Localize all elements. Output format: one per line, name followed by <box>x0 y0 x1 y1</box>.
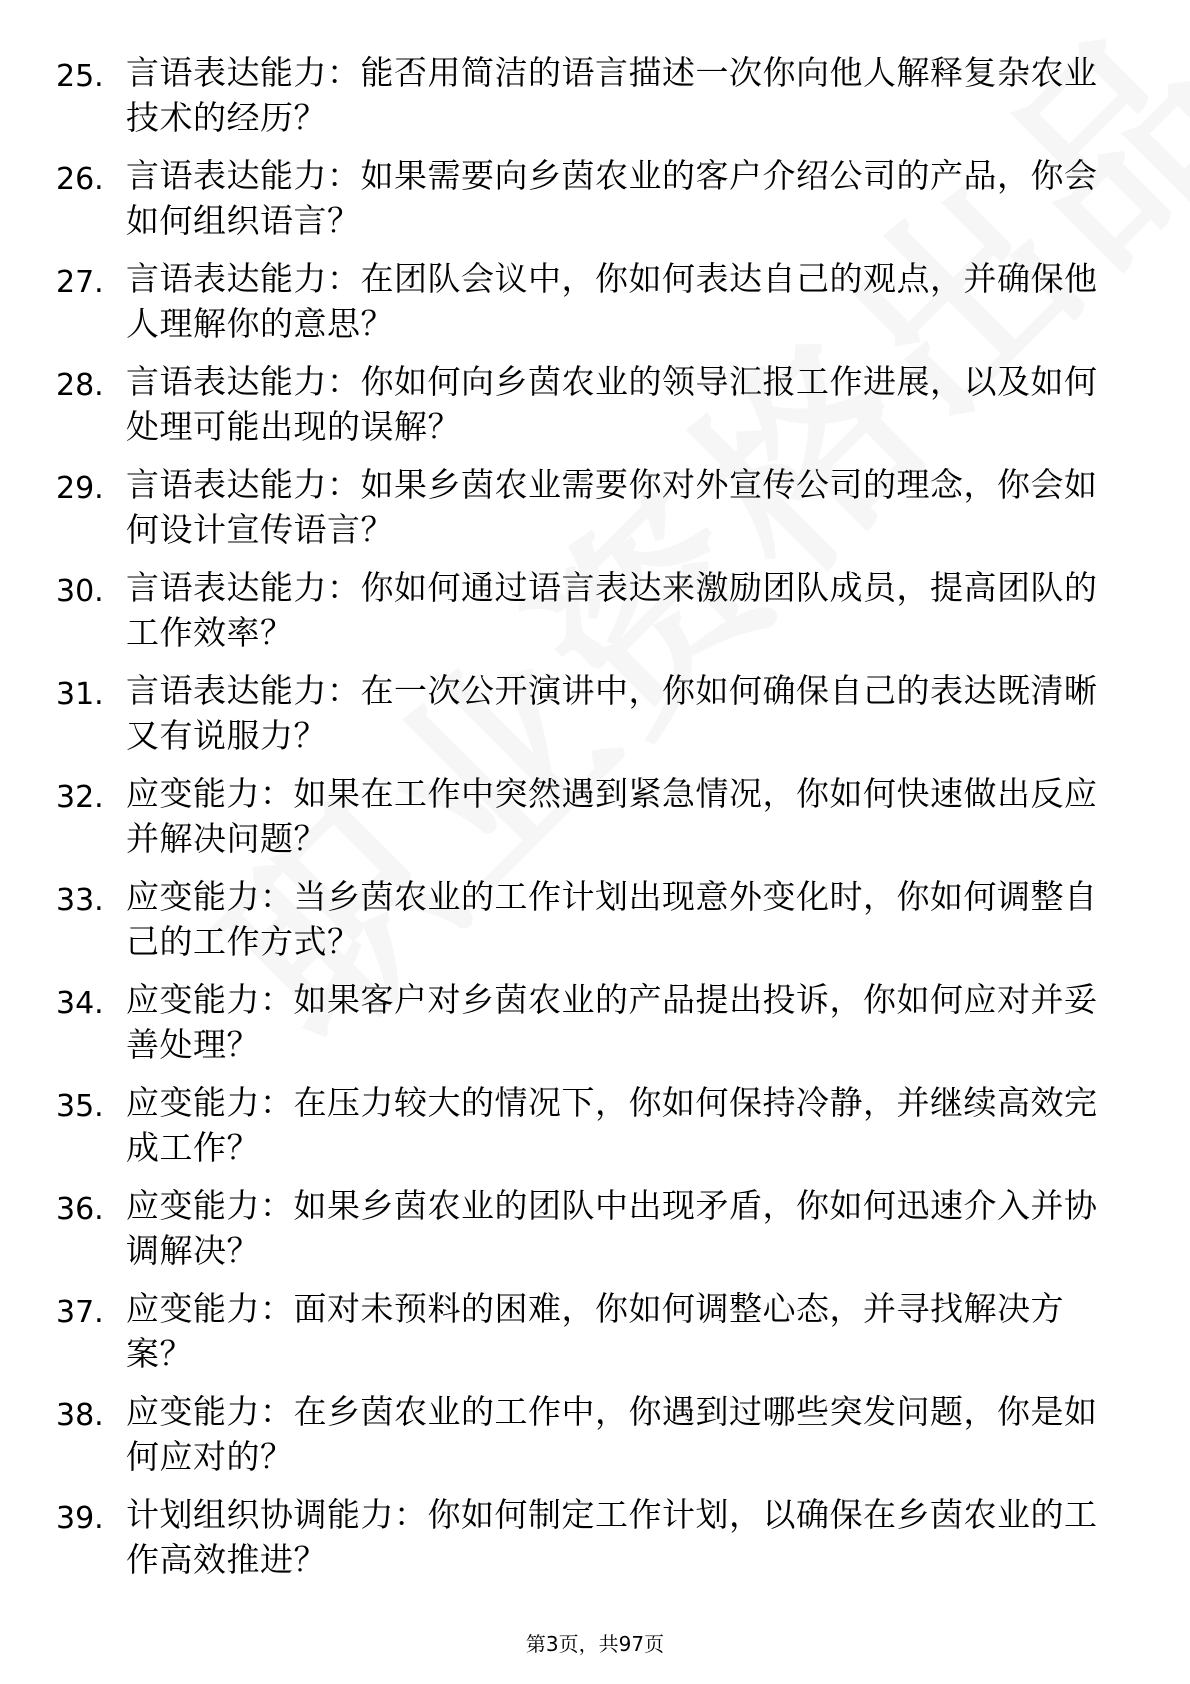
question-item <box>0 771 1190 874</box>
question-text: 应变能力：当乡茵农业的工作计划出现意外变化时，你如何调整自己的工作方式？ <box>126 877 1098 961</box>
question-number: 32. <box>56 780 104 815</box>
question-item <box>0 1389 1190 1492</box>
question-text: 应变能力：在乡茵农业的工作中，你遇到过哪些突发问题，你是如何应对的？ <box>126 1392 1098 1476</box>
question-item <box>0 256 1190 359</box>
question-text: 应变能力：如果客户对乡茵农业的产品提出投诉，你如何应对并妥善处理？ <box>126 980 1098 1064</box>
question-text: 应变能力：如果乡茵农业的团队中出现矛盾，你如何迅速介入并协调解决？ <box>126 1186 1098 1270</box>
question-text: 言语表达能力：在一次公开演讲中，你如何确保自己的表达既清晰又有说服力？ <box>126 671 1098 755</box>
question-text: 计划组织协调能力：你如何制定工作计划，以确保在乡茵农业的工作高效推进？ <box>126 1495 1098 1579</box>
question-text: 言语表达能力：你如何向乡茵农业的领导汇报工作进展，以及如何处理可能出现的误解？ <box>126 362 1098 446</box>
question-text: 应变能力：在压力较大的情况下，你如何保持冷静，并继续高效完成工作？ <box>126 1083 1098 1167</box>
question-number: 34. <box>56 986 104 1021</box>
question-number: 36. <box>56 1192 104 1227</box>
page-footer <box>0 1628 1190 1657</box>
question-item <box>0 359 1190 462</box>
question-number: 31. <box>56 677 104 712</box>
question-item <box>0 977 1190 1080</box>
question-number: 33. <box>56 883 104 918</box>
question-number: 26. <box>56 162 104 197</box>
question-item <box>0 1492 1190 1595</box>
question-text: 言语表达能力：能否用简洁的语言描述一次你向他人解释复杂农业技术的经历？ <box>126 53 1098 137</box>
question-number: 37. <box>56 1295 104 1330</box>
question-text: 应变能力：如果在工作中突然遇到紧急情况，你如何快速做出反应并解决问题？ <box>126 774 1098 858</box>
question-number: 28. <box>56 368 104 403</box>
question-text: 言语表达能力：你如何通过语言表达来激励团队成员，提高团队的工作效率？ <box>126 568 1098 652</box>
question-item <box>0 462 1190 565</box>
question-item <box>0 1080 1190 1183</box>
question-item <box>0 874 1190 977</box>
question-number: 25. <box>56 59 104 94</box>
question-text: 言语表达能力：如果乡茵农业需要你对外宣传公司的理念，你会如何设计宣传语言？ <box>126 465 1098 549</box>
question-text: 言语表达能力：如果需要向乡茵农业的客户介绍公司的产品，你会如何组织语言？ <box>126 156 1098 240</box>
question-item <box>0 565 1190 668</box>
question-number: 35. <box>56 1089 104 1124</box>
question-item <box>0 50 1190 153</box>
question-text: 应变能力：面对未预料的困难，你如何调整心态，并寻找解决方案？ <box>126 1289 1064 1373</box>
question-number: 27. <box>56 265 104 300</box>
question-item <box>0 1183 1190 1286</box>
question-number: 29. <box>56 471 104 506</box>
question-number: 30. <box>56 574 104 609</box>
page-number-label: 第3页，共97页 <box>525 1632 665 1656</box>
question-text: 言语表达能力：在团队会议中，你如何表达自己的观点，并确保他人理解你的意思？ <box>126 259 1098 343</box>
question-number: 38. <box>56 1398 104 1433</box>
question-item <box>0 153 1190 256</box>
question-item <box>0 668 1190 771</box>
question-list <box>0 50 1190 1595</box>
question-number: 39. <box>56 1501 104 1536</box>
question-item <box>0 1286 1190 1389</box>
